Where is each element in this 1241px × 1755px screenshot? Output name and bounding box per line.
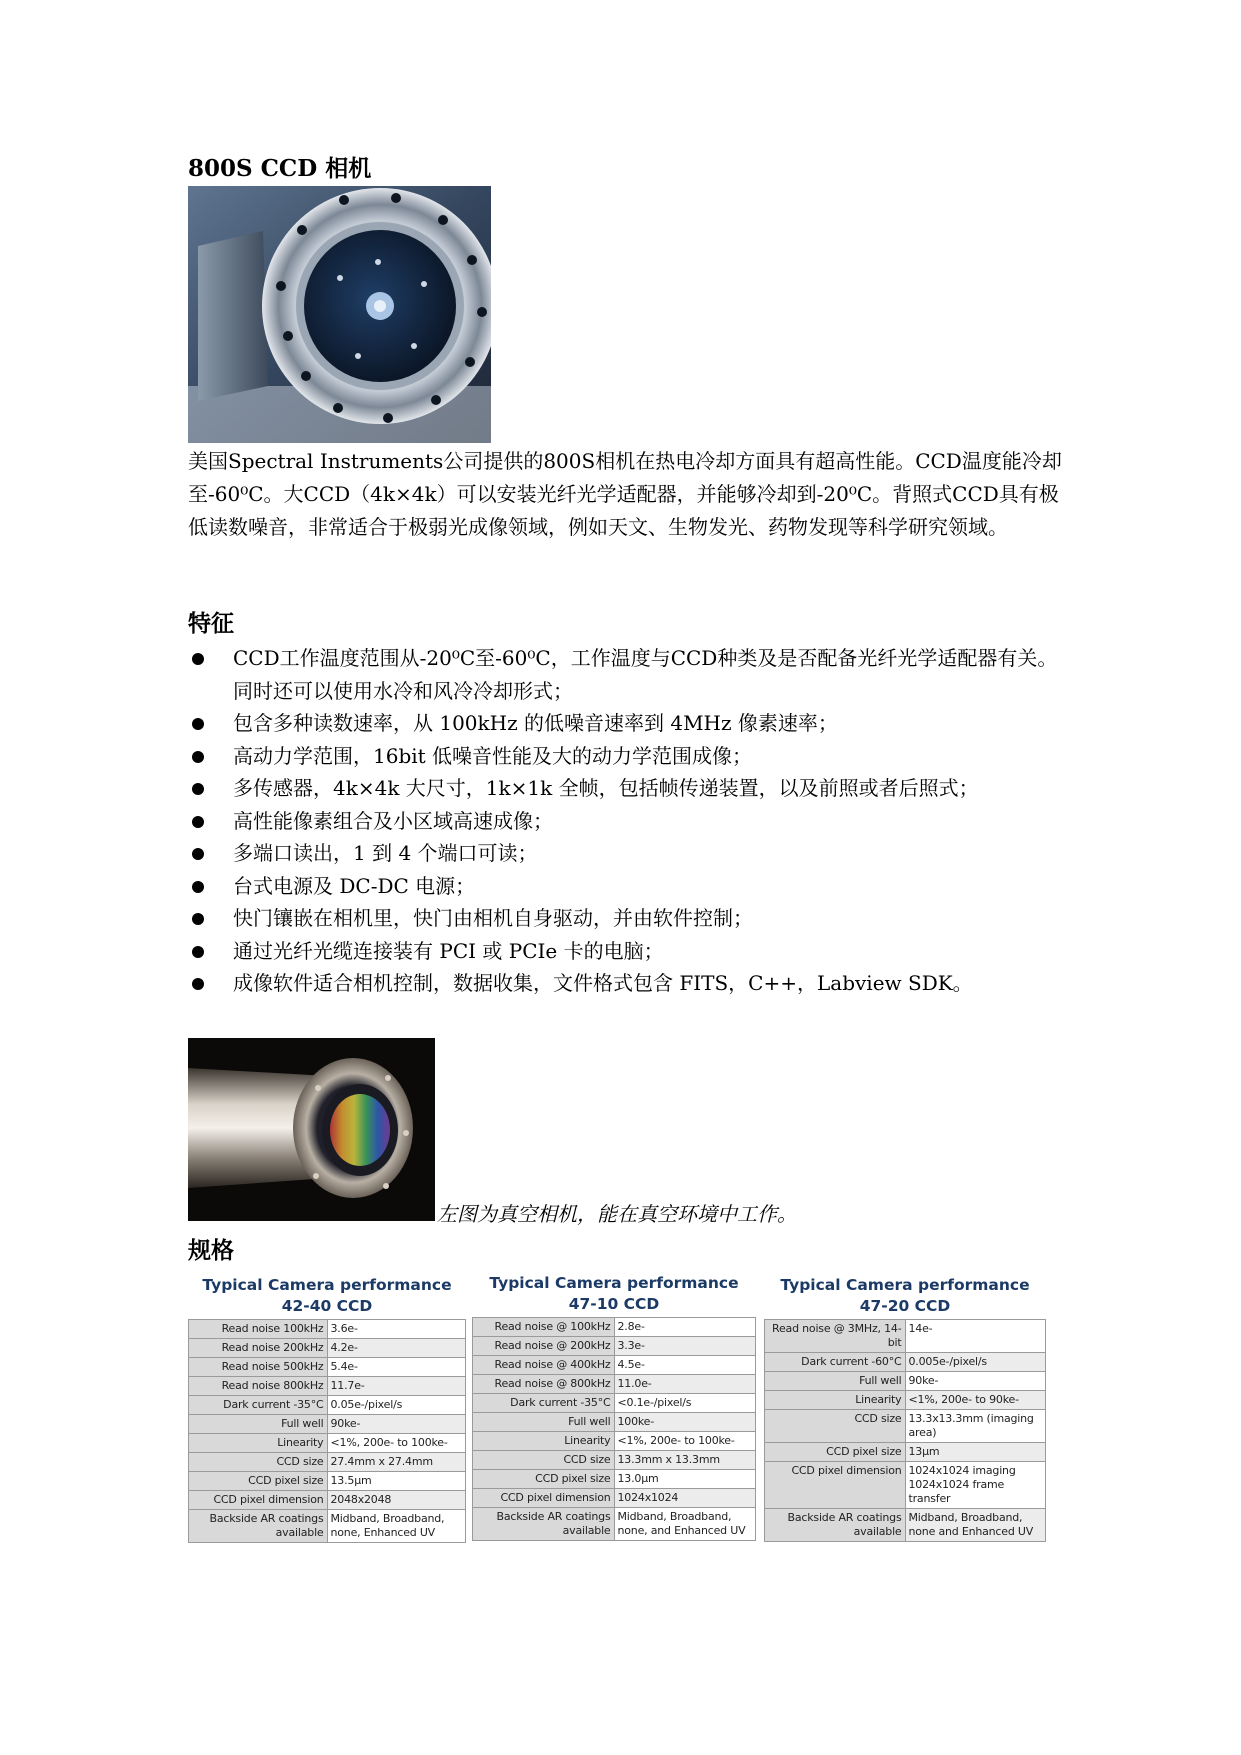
bullet-icon — [192, 913, 204, 925]
page-title: 800S CCD 相机 — [188, 155, 372, 182]
spec-value: 1024x1024 imaging 1024x1024 frame transfer — [905, 1462, 1046, 1509]
spec-key: Dark current -35°C — [473, 1394, 615, 1413]
spec-value: 3.3e- — [614, 1337, 756, 1356]
spec-table-42-40 — [188, 1275, 466, 1543]
feature-text: 多端口读出，1 到 4 个端口可读； — [233, 841, 538, 865]
bullet-icon — [192, 881, 204, 893]
table-row — [189, 1339, 466, 1358]
spec-key: Read noise 100kHz — [189, 1320, 328, 1339]
table-row — [189, 1510, 466, 1543]
bullet-icon — [192, 718, 204, 730]
spec-key: Read noise 800kHz — [189, 1377, 328, 1396]
feature-item — [188, 902, 1068, 935]
table-row — [473, 1375, 756, 1394]
feature-text: 包含多种读数速率，从 100kHz 的低噪音速率到 4MHz 像素速率； — [233, 711, 838, 735]
table-row — [189, 1415, 466, 1434]
spec-key: CCD size — [765, 1410, 906, 1443]
feature-item — [188, 642, 1068, 707]
spec-key: Backside AR coatings available — [189, 1510, 328, 1543]
spec-table-47-10 — [472, 1273, 756, 1541]
bullet-icon — [192, 783, 204, 795]
spec-table-subtitle: 47-10 CCD — [568, 1295, 660, 1313]
spec-key: Linearity — [473, 1432, 615, 1451]
feature-text: 台式电源及 DC-DC 电源； — [233, 873, 476, 898]
table-row — [765, 1443, 1046, 1462]
spec-key: Linearity — [765, 1391, 906, 1410]
spec-key: CCD pixel size — [189, 1472, 328, 1491]
feature-text: 多传感器，4k×4k 大尺寸，1k×1k 全帧，包括帧传递装置，以及前照或者后照式； — [233, 776, 979, 800]
table-row — [765, 1391, 1046, 1410]
spec-key: CCD size — [189, 1453, 328, 1472]
spec-key: CCD pixel size — [473, 1470, 615, 1489]
table-row — [189, 1396, 466, 1415]
spec-value: 1024x1024 — [614, 1489, 756, 1508]
spec-value: 2.8e- — [614, 1318, 756, 1337]
spec-key: CCD size — [473, 1451, 615, 1470]
spec-key: Read noise @ 3MHz, 14-bit — [765, 1320, 906, 1353]
spec-key: Read noise @ 400kHz — [473, 1356, 615, 1375]
spec-key: Read noise @ 200kHz — [473, 1337, 615, 1356]
table-row — [189, 1472, 466, 1491]
table-row — [765, 1372, 1046, 1391]
table-row — [473, 1356, 756, 1375]
spec-value: 3.6e- — [327, 1320, 466, 1339]
feature-item — [188, 805, 1068, 838]
table-row — [473, 1508, 756, 1541]
spec-key: Backside AR coatings available — [473, 1508, 615, 1541]
spec-value: 13.3x13.3mm (imaging area) — [905, 1410, 1046, 1443]
table-row — [765, 1410, 1046, 1443]
spec-value: 13.3mm x 13.3mm — [614, 1451, 756, 1470]
features-heading: 特征 — [188, 610, 234, 637]
table-row — [189, 1434, 466, 1453]
feature-item — [188, 772, 1068, 805]
spec-value: 27.4mm x 27.4mm — [327, 1453, 466, 1472]
bullet-icon — [192, 946, 204, 958]
spec-value: Midband, Broadband, none and Enhanced UV — [905, 1509, 1046, 1542]
table-row — [473, 1489, 756, 1508]
spec-value: 13μm — [905, 1443, 1046, 1462]
vacuum-camera-caption: 左图为真空相机，能在真空环境中工作。 — [437, 1202, 797, 1226]
spec-key: CCD pixel dimension — [473, 1489, 615, 1508]
bullet-icon — [192, 751, 204, 763]
feature-text: 高动力学范围，16bit 低噪音性能及大的动力学范围成像； — [233, 743, 753, 768]
table-row — [473, 1394, 756, 1413]
table-row — [189, 1320, 466, 1339]
spec-value: 11.0e- — [614, 1375, 756, 1394]
camera-800s-photo — [188, 186, 491, 443]
spec-heading: 规格 — [188, 1237, 234, 1264]
spec-value: 4.2e- — [327, 1339, 466, 1358]
spec-table-subtitle: 47-20 CCD — [859, 1297, 951, 1315]
spec-table-subtitle: 42-40 CCD — [281, 1297, 373, 1315]
spec-key: Linearity — [189, 1434, 328, 1453]
table-row — [473, 1413, 756, 1432]
spec-value: 11.7e- — [327, 1377, 466, 1396]
spec-table-title: Typical Camera performance — [780, 1276, 1030, 1294]
spec-value: 90ke- — [327, 1415, 466, 1434]
spec-key: CCD pixel dimension — [765, 1462, 906, 1509]
features-list — [188, 642, 1068, 1000]
spec-key: Backside AR coatings available — [765, 1509, 906, 1542]
table-row — [765, 1320, 1046, 1353]
spec-value: 5.4e- — [327, 1358, 466, 1377]
table-row — [473, 1432, 756, 1451]
spec-value: <1%, 200e- to 100ke- — [614, 1432, 756, 1451]
spec-table — [188, 1319, 466, 1543]
feature-text: 通过光纤光缆连接装有 PCI 或 PCIe 卡的电脑； — [233, 938, 664, 963]
spec-value: 0.005e-/pixel/s — [905, 1353, 1046, 1372]
spec-table-47-20 — [764, 1275, 1046, 1542]
bullet-icon — [192, 978, 204, 990]
spec-table — [472, 1317, 756, 1541]
spec-value: Midband, Broadband, none, Enhanced UV — [327, 1510, 466, 1543]
spec-key: CCD pixel size — [765, 1443, 906, 1462]
spec-table-title: Typical Camera performance — [202, 1276, 452, 1294]
spec-key: Dark current -35°C — [189, 1396, 328, 1415]
feature-text: 高性能像素组合及小区域高速成像； — [233, 808, 553, 833]
table-row — [765, 1509, 1046, 1542]
spec-key: Read noise 200kHz — [189, 1339, 328, 1358]
bullet-icon — [192, 653, 204, 665]
spec-value: 100ke- — [614, 1413, 756, 1432]
spec-key: Full well — [189, 1415, 328, 1434]
feature-item — [188, 837, 1068, 870]
spec-value: <1%, 200e- to 90ke- — [905, 1391, 1046, 1410]
spec-value: 4.5e- — [614, 1356, 756, 1375]
feature-text: 成像软件适合相机控制，数据收集，文件格式包含 FITS，C++，Labview SDK。 — [233, 971, 973, 995]
spec-key: Full well — [765, 1372, 906, 1391]
bullet-icon — [192, 848, 204, 860]
spec-value: 2048x2048 — [327, 1491, 466, 1510]
table-row — [189, 1358, 466, 1377]
spec-key: Read noise @ 100kHz — [473, 1318, 615, 1337]
spec-value: 14e- — [905, 1320, 1046, 1353]
table-row — [189, 1377, 466, 1396]
feature-text: CCD工作温度范围从-20⁰C至-60⁰C，工作温度与CCD种类及是否配备光纤光学适配器有关。同时还可以使用水冷和风冷冷却形式； — [233, 646, 1058, 703]
vacuum-camera-photo — [188, 1038, 435, 1221]
spec-key: Dark current -60°C — [765, 1353, 906, 1372]
feature-item — [188, 935, 1068, 968]
spec-key: Read noise @ 800kHz — [473, 1375, 615, 1394]
spec-key: CCD pixel dimension — [189, 1491, 328, 1510]
table-row — [765, 1353, 1046, 1372]
spec-value: 90ke- — [905, 1372, 1046, 1391]
feature-item — [188, 967, 1068, 1000]
spec-value: 13.5μm — [327, 1472, 466, 1491]
spec-value: 13.0μm — [614, 1470, 756, 1489]
spec-table-title: Typical Camera performance — [489, 1274, 739, 1292]
spec-value: 0.05e-/pixel/s — [327, 1396, 466, 1415]
spec-key: Read noise 500kHz — [189, 1358, 328, 1377]
table-row — [473, 1451, 756, 1470]
bullet-icon — [192, 816, 204, 828]
table-row — [473, 1337, 756, 1356]
feature-text: 快门镶嵌在相机里，快门由相机自身驱动，并由软件控制； — [233, 906, 753, 930]
table-row — [189, 1491, 466, 1510]
spec-key: Full well — [473, 1413, 615, 1432]
spec-value: <1%, 200e- to 100ke- — [327, 1434, 466, 1453]
spec-value: Midband, Broadband, none, and Enhanced UV — [614, 1508, 756, 1541]
table-row — [189, 1453, 466, 1472]
table-row — [473, 1470, 756, 1489]
spec-value: <0.1e-/pixel/s — [614, 1394, 756, 1413]
intro-paragraph: 美国Spectral Instruments公司提供的800S相机在热电冷却方面具有超高性能。CCD温度能冷却至-60⁰C。大CCD（4k×4k）可以安装光纤光学适配器，并能够冷却到-20⁰C。背照式CCD具有极低读数噪音，非常适合于极弱光成像领域，例如天文、生物发光、药物发现等科学研究领域。 — [188, 449, 1062, 539]
feature-item — [188, 870, 1068, 903]
table-row — [765, 1462, 1046, 1509]
feature-item — [188, 740, 1068, 773]
table-row — [473, 1318, 756, 1337]
spec-table — [764, 1319, 1046, 1542]
feature-item — [188, 707, 1068, 740]
